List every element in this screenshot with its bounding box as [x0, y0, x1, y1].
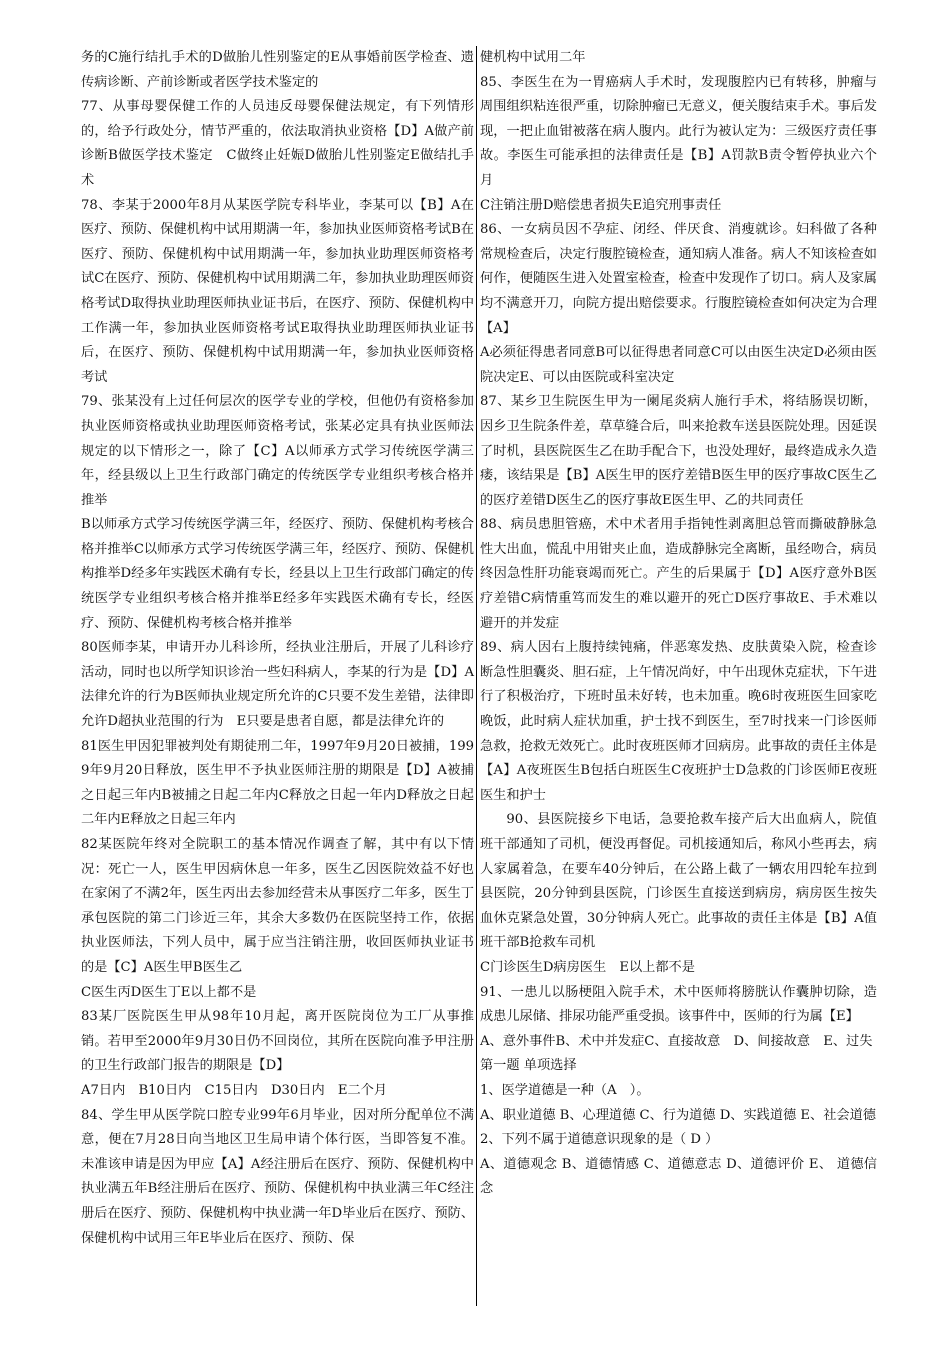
question-80: 80医师李某，申请开办儿科诊所，经执业注册后，开展了儿科诊疗活动，同时也以所学知识诊治一些妇科病人，李某的行为是【D】A法律允许的行为B医师执业规定所允许的C只要不发生差错，法律即允许D超执业范围的行为 E只要是患者自愿，都是法律允许的 — [81, 640, 474, 730]
question-86-options: A必须征得患者同意B可以征得患者同意C可以由医生决定D必须由医院决定E、可以由医院或科室决定 — [480, 345, 877, 385]
mc-question-1-options: A、职业道德 B、心理道德 C、行为道德 D、实践道德 E、社会道德 — [480, 1107, 876, 1123]
question-79: 79、张某没有上过任何层次的医学专业的学校，但他仍有资格参加执业医师资格或执业助理医师资格考试，张某必定具有执业医师法规定的以下情形之一，除了【C】A以师承方式学习传统医学满三年，经县级以上卫生行政部门确定的传统医学专业组织考核合格并推举 — [81, 394, 474, 508]
mc-question-1: 1、医学道德是一种（A ）。 — [480, 1082, 650, 1098]
right-column — [480, 46, 877, 1202]
question-82-options: C医生丙D医生丁E以上都不是 — [81, 984, 257, 1000]
question-90: 90、县医院接乡下电话，急要抢救车接产后大出血病人，院值班干部通知了司机，便没再督促。司机接通知后，称风小些再去，病人家属着急，在要车40分钟后，在公路上截了一辆农用四轮车拉到县医院，20分钟到县医院，门诊医生直接送到病房，病房医生按失血休克紧急处置，30分钟病人死亡。此事故的责任主体是【B】A值班干部B抢救车司机 — [480, 812, 877, 951]
question-88: 88、病员患胆管癌，术中术者用手指钝性剥离胆总管而撕破静脉急性大出血，慌乱中用钳夹止血，造成静脉完全离断，虽经吻合，病员终因急性肝功能衰竭而死亡。产生的后果属于【D】A医疗意外B医疗差错C病情重笃而发生的难以避开的死亡D医疗事故E、手术难以避开的并发症 — [480, 517, 877, 631]
mc-question-2-options: A、道德观念 B、道德情感 C、道德意志 D、道德评价 E、 道德信念 — [480, 1156, 877, 1197]
question-84-tail: 健机构中试用二年 — [480, 50, 586, 65]
question-82: 82某医院年终对全院职工的基本情况作调查了解，其中有以下情况：死亡一人，医生甲因病休息一年多，医生乙因医院效益不好也在家闲了不满2年，医生丙出去参加经营未从事医疗二年多，医生丁承包医院的第二门诊近三年，其余大多数仍在医院坚持工作，依据执业医师法，下列人员中，属于应当注销注册，收回医师执业证书的是【C】A医生甲B医生乙 — [81, 837, 474, 975]
question-83: 83某厂医院医生甲从98年10月起，离开医院岗位为工厂从事推销。若甲至2000年9月30日仍不回岗位，其所在医院向准予甲注册的卫生行政部门报告的期限是【D】 — [81, 1009, 474, 1074]
question-78: 78、李某于2000年8月从某医学院专科毕业，李某可以【B】A在医疗、预防、保健机构中试用期满一年，参加执业医师资格考试B在医疗、预防、保健机构中试用期满一年，参加执业助理医师资格考试C在医疗、预防、保健机构中试用期满二年，参加执业助理医师资格考试D取得执业助理医师执业证书后，在医疗、预防、保健机构中工作满一年，参加执业医师资格考试E取得执业助理医师执业证书后，在医疗、预防、保健机构中试用期满一年，参加执业医师资格考试 — [81, 197, 475, 385]
question-76-tail: 务的C施行结扎手术的D做胎儿性别鉴定的E从事婚前医学检查、遗传病诊断、产前诊断或者医学技术鉴定的 — [81, 50, 474, 90]
question-87: 87、某乡卫生院医生甲为一阑尾炎病人施行手术，将结肠误切断，因乡卫生院条件差，草草缝合后，叫来抢救车送县医院处理。因延误了时机，县医院医生乙在助手配合下，也没处理好，最终造成永久造瘘，该结果是【B】A医生甲的医疗差错B医生甲的医疗事故C医生乙的医疗差错D医生乙的医疗事故E医生甲、乙的共同责任 — [480, 394, 877, 508]
mc-question-2: 2、下列不属于道德意识现象的是（ D ） — [480, 1132, 719, 1148]
column-divider — [476, 46, 477, 1306]
section-heading: 第一题 单项选择 — [480, 1058, 577, 1074]
question-85: 85、李医生在为一胃癌病人手术时，发现腹腔内已有转移，肿瘤与周围组织粘连很严重，切除肿瘤已无意义，便关腹结束手术。事后发现，一把止血钳被落在病人腹内。此行为被认定为：三级医疗责任事故。李医生可能承担的法律责任是【B】A罚款B责令暂停执业六个月 — [480, 74, 877, 188]
left-column — [81, 46, 474, 1251]
question-91: 91、一患儿以肠梗阻入院手术，术中医师将膀胱认作囊肿切除，造成患儿尿储、排尿功能严重受损。该事件中，医师的行为属【E】 — [480, 984, 877, 1025]
question-85-options: C注销注册D赔偿患者损失E追究刑事责任 — [480, 197, 722, 213]
question-89: 89、病人因右上腹持续钝痛，伴恶寒发热、皮肤黄染入院，检查诊断急性胆囊炎、胆石症，上午情况尚好，中午出现休克症状，下午进行了积极治疗，下班时虽未好转，也未加重。晚6时夜班医生回家吃晚饭，此时病人症状加重，护士找不到医生，至7时找来一门诊医师急救，抢救无效死亡。此时夜班医师才回病房。此事故的责任主体是【A】A夜班医生B包括白班医生C夜班护士D急救的门诊医师E夜班医生和护士 — [480, 640, 877, 803]
question-79-options: B以师承方式学习传统医学满三年，经医疗、预防、保健机构考核合格并推举C以师承方式学习传统医学满三年，经医疗、预防、保健机构推举D经多年实践医术确有专长，经县以上卫生行政部门确定的传统医学专业组织考核合格并推举E经多年实践医术确有专长，经医疗、预防、保健机构考核合格并推举 — [81, 517, 475, 631]
question-84: 84、学生甲从医学院口腔专业99年6月毕业，因对所分配单位不满意，便在7月28日向当地区卫生局申请个体行医，当即答复不准。未准该申请是因为甲应【A】A经注册后在医疗、预防、保健机构中执业满五年B经注册后在医疗、预防、保健机构中执业满三年C经注册后在医疗、预防、保健机构中执业满一年D毕业后在医疗、预防、保健机构中试用三年E毕业后在医疗、预防、保 — [81, 1107, 475, 1246]
question-77: 77、从事母婴保健工作的人员违反母婴保健法规定，有下列情形的，给予行政处分，情节严重的，依法取消执业资格【D】A做产前诊断B做医学技术鉴定 C做终止妊娠D做胎儿性别鉴定E做结扎手术 — [81, 99, 474, 188]
question-90-options: C门诊医生D病房医生 E以上都不是 — [480, 959, 695, 975]
question-83-options: A7日内 B10日内 C15日内 D30日内 E二个月 — [81, 1082, 388, 1098]
question-86: 86、一女病员因不孕症、闭经、伴厌食、消瘦就诊。妇科做了各种常规检查后，决定行腹腔镜检查，通知病人准备。病人不知该检查如何作，便随医生进入处置室检查，检查中发现作了切口。病人及家属均不满意开刀，向院方提出赔偿要求。行腹腔镜检查如何决定为合理【A】 — [480, 222, 877, 336]
question-91-options: A、意外事件B、术中并发症C、直接故意 D、间接故意 E、过失 — [480, 1033, 873, 1049]
question-81: 81医生甲因犯罪被判处有期徒刑二年，1997年9月20日被捕，1999年9月20日释放，医生甲不予执业医师注册的期限是【D】A被捕之日起三年内B被捕之日起二年内C释放之日起一年内D释放之日起二年内E释放之日起三年内 — [81, 738, 474, 828]
